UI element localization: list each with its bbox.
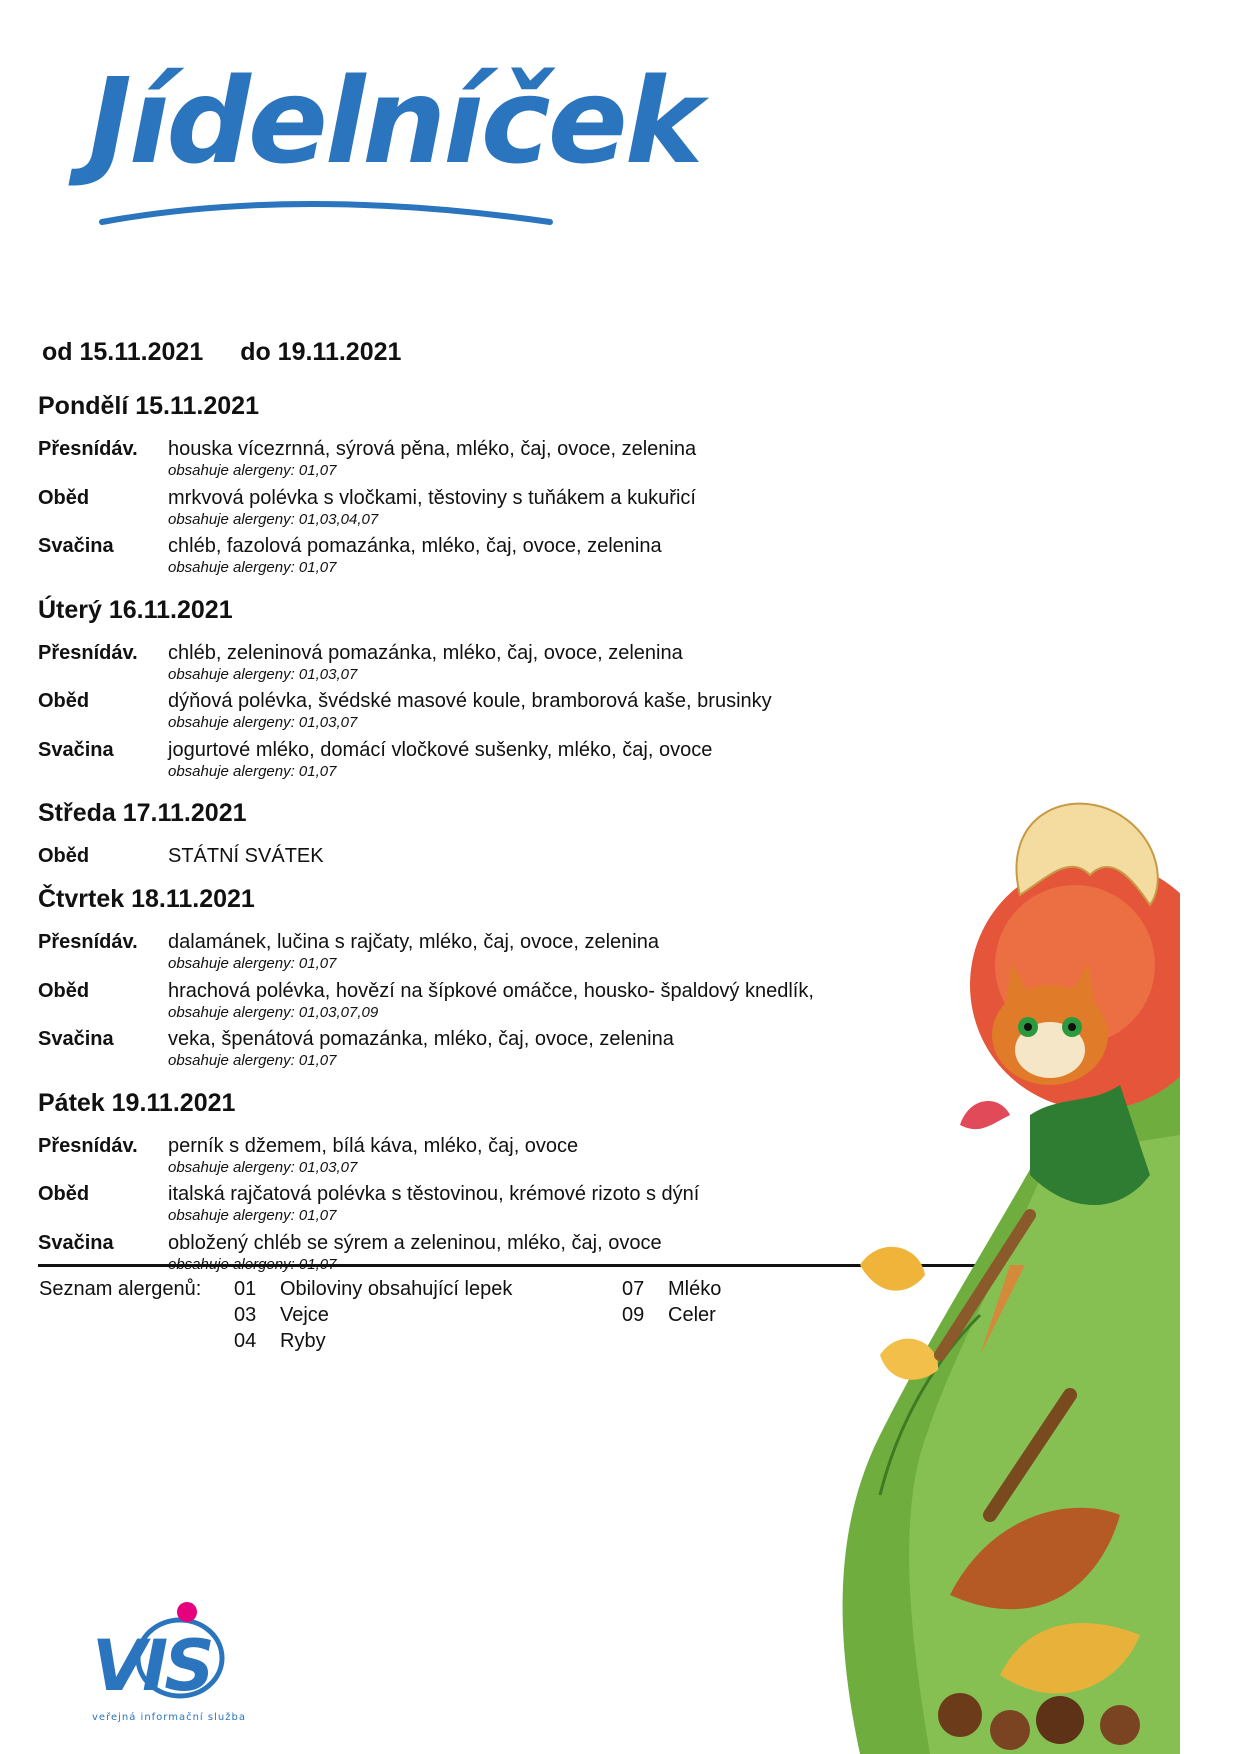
allergen-item <box>622 1276 721 1302</box>
meal-allergens: obsahuje alergeny: 01,03,04,07 <box>168 510 379 528</box>
meal-allergens: obsahuje alergeny: 01,07 <box>168 1052 337 1069</box>
vis-logo-dot <box>177 1602 197 1622</box>
meal-label: Přesnídáv. <box>38 641 138 664</box>
allergen-item <box>234 1328 326 1354</box>
meal-label: Oběd <box>38 690 90 712</box>
meal-row <box>38 1133 868 1182</box>
meal-description: perník s džemem, bílá káva, mléko, čaj, ovoce <box>168 1134 579 1157</box>
meal-allergens: obsahuje alergeny: 01,03,07,09 <box>168 1003 379 1021</box>
allergen-name: Ryby <box>280 1330 326 1352</box>
meal-description: hrachová polévka, hovězí na šípkové omáčce, housko- špaldový knedlík, <box>168 979 814 1002</box>
allergen-name: Celer <box>668 1304 716 1326</box>
day-heading: Úterý 16.11.2021 <box>38 595 233 624</box>
meal-description: dýňová polévka, švédské masové koule, bramborová kaše, brusinky <box>168 690 772 712</box>
meal-label: Svačina <box>38 1231 114 1254</box>
meal-row <box>38 978 868 1027</box>
meal-row <box>38 1230 868 1279</box>
period-to: do 19.11.2021 <box>240 338 402 366</box>
day-heading: Pátek 19.11.2021 <box>38 1088 236 1117</box>
meal-label: Oběd <box>38 979 90 1002</box>
meal-description: dalamánek, lučina s rajčaty, mléko, čaj, ovoce, zelenina <box>168 931 659 953</box>
allergen-name: Vejce <box>280 1304 329 1326</box>
meal-description: chléb, fazolová pomazánka, mléko, čaj, ovoce, zelenina <box>168 535 662 557</box>
allergen-item <box>622 1302 716 1328</box>
meal-label: Svačina <box>38 1028 114 1050</box>
meal-row <box>38 533 868 582</box>
meal-allergens: obsahuje alergeny: 01,03,07 <box>168 1158 358 1176</box>
day-section <box>38 594 868 786</box>
meal-description: STÁTNÍ SVÁTEK <box>168 845 324 867</box>
allergen-item <box>234 1276 512 1302</box>
meal-row <box>38 737 868 786</box>
meal-row <box>38 688 868 737</box>
meal-label: Svačina <box>38 738 114 761</box>
meal-label: Svačina <box>38 535 114 557</box>
allergen-name: Mléko <box>668 1278 722 1300</box>
allergen-code: 04 <box>234 1330 257 1352</box>
allergen-code: 03 <box>234 1304 257 1326</box>
day-section <box>38 797 868 879</box>
vis-wordmark: VIS <box>92 1625 211 1707</box>
meal-description: italská rajčatová polévka s těstovinou, krémové rizoto s dýní <box>168 1183 700 1205</box>
allergen-code: 01 <box>234 1278 257 1300</box>
period-from: od 15.11.2021 <box>42 338 204 366</box>
meal-row <box>38 640 868 689</box>
vis-logo <box>92 1600 262 1725</box>
meal-allergens: obsahuje alergeny: 01,07 <box>168 1207 337 1224</box>
allergen-code: 07 <box>622 1278 645 1300</box>
meal-allergens: obsahuje alergeny: 01,07 <box>168 955 337 972</box>
allergen-item <box>234 1302 329 1328</box>
meal-label: Oběd <box>38 1183 90 1205</box>
day-heading: Čtvrtek 18.11.2021 <box>38 885 255 913</box>
meal-description: mrkvová polévka s vločkami, těstoviny s tuňákem a kukuřicí <box>168 486 696 509</box>
meal-allergens: obsahuje alergeny: 01,07 <box>168 559 337 576</box>
day-heading: Středa 17.11.2021 <box>38 799 247 827</box>
meal-allergens: obsahuje alergeny: 01,07 <box>168 762 337 780</box>
meal-description: veka, špenátová pomazánka, mléko, čaj, ovoce, zelenina <box>168 1028 674 1050</box>
meal-label: Přesnídáv. <box>38 1134 138 1157</box>
menu-title-logo: Jídelníček <box>88 52 701 190</box>
meal-description: jogurtové mléko, domácí vločkové sušenky, mléko, čaj, ovoce <box>168 738 713 761</box>
menu-days <box>38 390 868 1290</box>
meal-label: Oběd <box>38 486 90 509</box>
meal-row <box>38 436 868 485</box>
menu-period <box>42 338 401 367</box>
meal-row <box>38 843 868 879</box>
meal-row <box>38 485 868 534</box>
meal-label: Přesnídáv. <box>38 438 138 460</box>
vis-tagline: veřejná informační služba <box>92 1712 246 1723</box>
allergen-code: 09 <box>622 1304 645 1326</box>
meal-row <box>38 1181 868 1230</box>
title-swoosh <box>98 192 558 232</box>
allergen-legend-label: Seznam alergenů: <box>39 1278 202 1300</box>
meal-description: chléb, zeleninová pomazánka, mléko, čaj, ovoce, zelenina <box>168 641 683 664</box>
meal-label: Přesnídáv. <box>38 931 138 953</box>
day-section <box>38 390 868 582</box>
meal-allergens: obsahuje alergeny: 01,03,07 <box>168 714 358 731</box>
meal-allergens: obsahuje alergeny: 01,07 <box>168 462 337 479</box>
day-section <box>38 1087 868 1279</box>
meal-description: houska vícezrnná, sýrová pěna, mléko, čaj, ovoce, zelenina <box>168 438 697 460</box>
meal-row <box>38 1026 868 1075</box>
day-heading: Pondělí 15.11.2021 <box>38 392 259 420</box>
allergen-name: Obiloviny obsahující lepek <box>280 1278 513 1300</box>
day-section <box>38 883 868 1075</box>
meal-allergens: obsahuje alergeny: 01,03,07 <box>168 665 358 683</box>
meal-label: Oběd <box>38 845 90 867</box>
autumn-squirrel-illustration <box>820 795 1180 1754</box>
meal-description: obložený chléb se sýrem a zeleninou, mléko, čaj, ovoce <box>168 1231 662 1254</box>
meal-row <box>38 929 868 978</box>
